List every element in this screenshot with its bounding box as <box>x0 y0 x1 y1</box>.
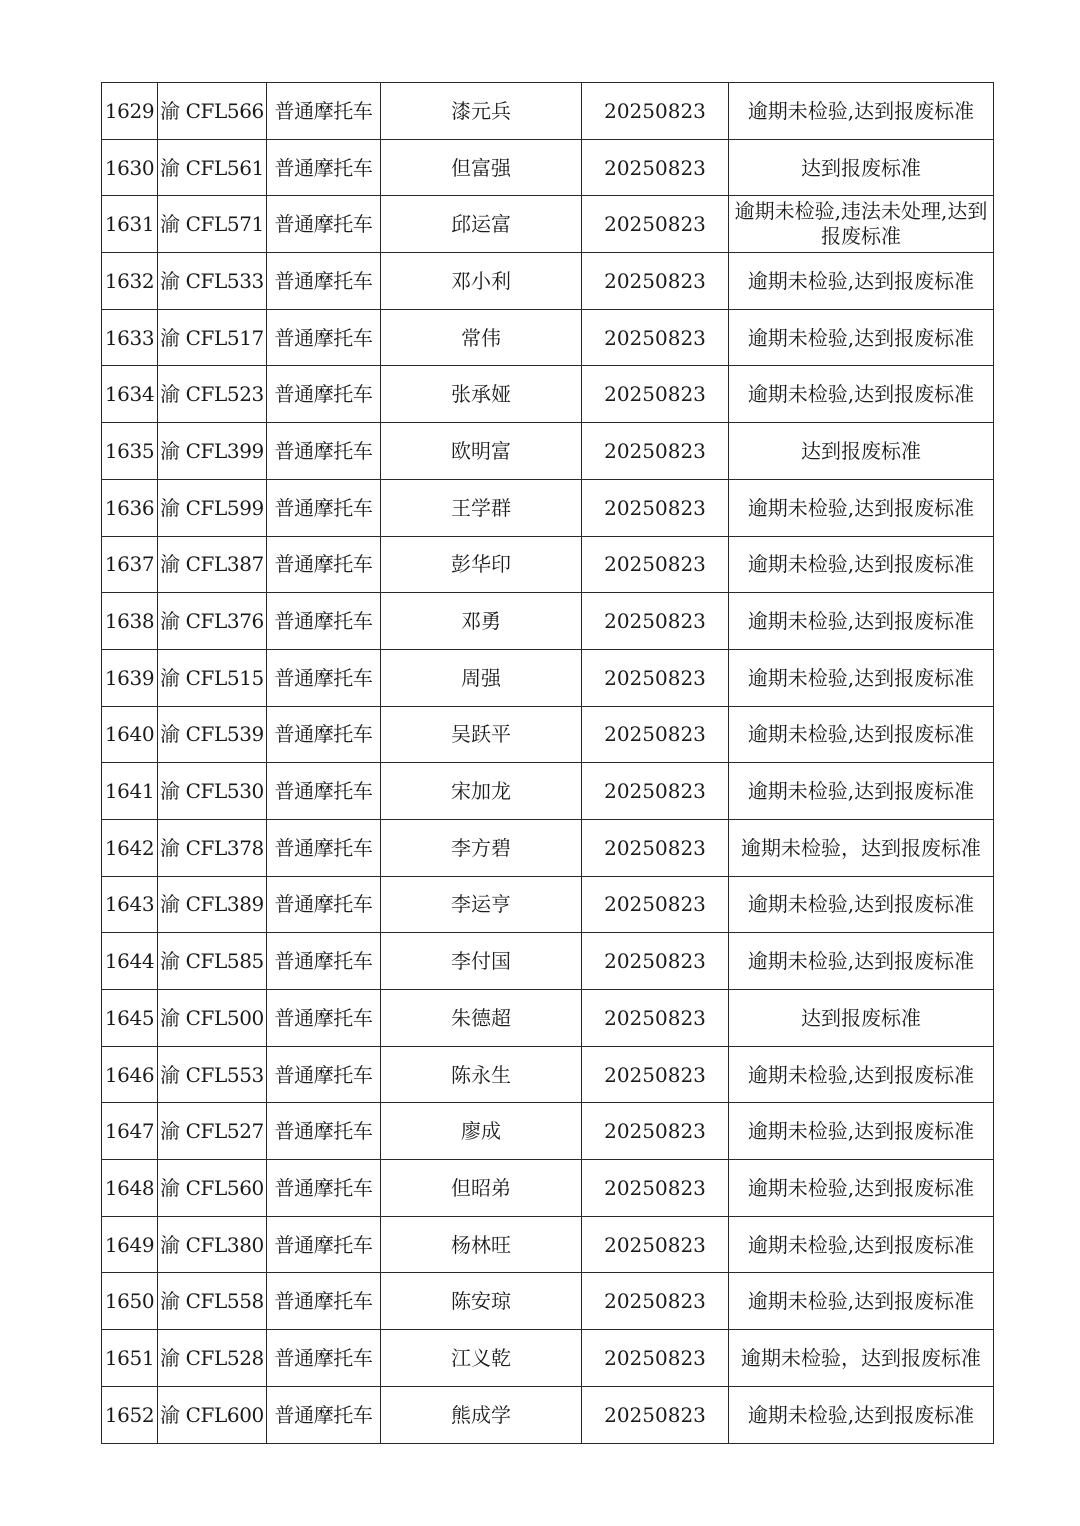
cell-vehicle-type: 普通摩托车 <box>267 1046 381 1103</box>
cell-vehicle-type: 普通摩托车 <box>267 479 381 536</box>
cell-seq-number: 1639 <box>102 649 158 706</box>
cell-date: 20250823 <box>582 196 729 253</box>
cell-plate-number: 渝 CFL399 <box>158 423 267 480</box>
cell-owner-name: 常伟 <box>381 309 582 366</box>
cell-status: 达到报废标准 <box>729 423 994 480</box>
cell-vehicle-type: 普通摩托车 <box>267 1160 381 1217</box>
table-row <box>102 1046 994 1103</box>
cell-vehicle-type: 普通摩托车 <box>267 763 381 820</box>
cell-status: 逾期未检验,达到报废标准 <box>729 706 994 763</box>
cell-plate-number: 渝 CFL387 <box>158 536 267 593</box>
cell-seq-number: 1632 <box>102 253 158 310</box>
table-row <box>102 1330 994 1387</box>
cell-status: 逾期未检验,达到报废标准 <box>729 1046 994 1103</box>
vehicle-table <box>101 82 994 1444</box>
cell-vehicle-type: 普通摩托车 <box>267 1330 381 1387</box>
cell-status: 逾期未检验,达到报废标准 <box>729 479 994 536</box>
cell-status: 逾期未检验,达到报废标准 <box>729 1273 994 1330</box>
cell-owner-name: 李付国 <box>381 933 582 990</box>
table-row <box>102 933 994 990</box>
cell-plate-number: 渝 CFL523 <box>158 366 267 423</box>
cell-vehicle-type: 普通摩托车 <box>267 309 381 366</box>
cell-owner-name: 但昭弟 <box>381 1160 582 1217</box>
cell-vehicle-type: 普通摩托车 <box>267 876 381 933</box>
cell-status: 逾期未检验，达到报废标准 <box>729 819 994 876</box>
cell-vehicle-type: 普通摩托车 <box>267 536 381 593</box>
cell-owner-name: 朱德超 <box>381 990 582 1047</box>
cell-date: 20250823 <box>582 1330 729 1387</box>
cell-owner-name: 吴跃平 <box>381 706 582 763</box>
cell-date: 20250823 <box>582 763 729 820</box>
table-row <box>102 139 994 196</box>
cell-status: 逾期未检验，达到报废标准 <box>729 1330 994 1387</box>
cell-seq-number: 1651 <box>102 1330 158 1387</box>
cell-date: 20250823 <box>582 253 729 310</box>
table-row <box>102 649 994 706</box>
cell-plate-number: 渝 CFL515 <box>158 649 267 706</box>
table-row <box>102 479 994 536</box>
cell-vehicle-type: 普通摩托车 <box>267 933 381 990</box>
cell-owner-name: 廖成 <box>381 1103 582 1160</box>
cell-seq-number: 1647 <box>102 1103 158 1160</box>
cell-owner-name: 陈安琼 <box>381 1273 582 1330</box>
cell-date: 20250823 <box>582 83 729 140</box>
cell-vehicle-type: 普通摩托车 <box>267 1386 381 1443</box>
cell-seq-number: 1629 <box>102 83 158 140</box>
cell-date: 20250823 <box>582 1273 729 1330</box>
cell-date: 20250823 <box>582 933 729 990</box>
cell-status: 达到报废标准 <box>729 139 994 196</box>
cell-owner-name: 杨林旺 <box>381 1216 582 1273</box>
table-row <box>102 366 994 423</box>
cell-status: 逾期未检验,达到报废标准 <box>729 1216 994 1273</box>
cell-seq-number: 1648 <box>102 1160 158 1217</box>
cell-status: 逾期未检验,达到报废标准 <box>729 309 994 366</box>
cell-owner-name: 宋加龙 <box>381 763 582 820</box>
cell-plate-number: 渝 CFL585 <box>158 933 267 990</box>
cell-vehicle-type: 普通摩托车 <box>267 83 381 140</box>
cell-plate-number: 渝 CFL599 <box>158 479 267 536</box>
table-row <box>102 1386 994 1443</box>
cell-date: 20250823 <box>582 366 729 423</box>
cell-owner-name: 彭华印 <box>381 536 582 593</box>
cell-owner-name: 李运亨 <box>381 876 582 933</box>
cell-owner-name: 陈永生 <box>381 1046 582 1103</box>
cell-plate-number: 渝 CFL600 <box>158 1386 267 1443</box>
cell-plate-number: 渝 CFL527 <box>158 1103 267 1160</box>
cell-plate-number: 渝 CFL517 <box>158 309 267 366</box>
cell-date: 20250823 <box>582 706 729 763</box>
cell-status: 逾期未检验,达到报废标准 <box>729 1160 994 1217</box>
cell-status: 逾期未检验,达到报废标准 <box>729 536 994 593</box>
cell-plate-number: 渝 CFL378 <box>158 819 267 876</box>
cell-seq-number: 1637 <box>102 536 158 593</box>
cell-owner-name: 邓小利 <box>381 253 582 310</box>
cell-status: 逾期未检验,达到报废标准 <box>729 1386 994 1443</box>
cell-owner-name: 欧明富 <box>381 423 582 480</box>
cell-seq-number: 1638 <box>102 593 158 650</box>
cell-vehicle-type: 普通摩托车 <box>267 706 381 763</box>
cell-status: 逾期未检验,达到报废标准 <box>729 763 994 820</box>
table-row <box>102 536 994 593</box>
cell-vehicle-type: 普通摩托车 <box>267 1103 381 1160</box>
cell-plate-number: 渝 CFL561 <box>158 139 267 196</box>
cell-status: 逾期未检验,达到报废标准 <box>729 253 994 310</box>
cell-plate-number: 渝 CFL376 <box>158 593 267 650</box>
cell-plate-number: 渝 CFL571 <box>158 196 267 253</box>
cell-owner-name: 熊成学 <box>381 1386 582 1443</box>
table-row <box>102 1273 994 1330</box>
table-row <box>102 763 994 820</box>
cell-vehicle-type: 普通摩托车 <box>267 139 381 196</box>
cell-owner-name: 邓勇 <box>381 593 582 650</box>
cell-seq-number: 1645 <box>102 990 158 1047</box>
vehicle-table-body <box>102 83 994 1444</box>
table-row <box>102 1216 994 1273</box>
cell-plate-number: 渝 CFL560 <box>158 1160 267 1217</box>
cell-seq-number: 1631 <box>102 196 158 253</box>
cell-vehicle-type: 普通摩托车 <box>267 423 381 480</box>
cell-seq-number: 1650 <box>102 1273 158 1330</box>
cell-seq-number: 1646 <box>102 1046 158 1103</box>
cell-status: 逾期未检验,违法未处理,达到报废标准 <box>729 196 994 253</box>
cell-plate-number: 渝 CFL528 <box>158 1330 267 1387</box>
cell-plate-number: 渝 CFL553 <box>158 1046 267 1103</box>
cell-date: 20250823 <box>582 1386 729 1443</box>
cell-status: 逾期未检验,达到报废标准 <box>729 366 994 423</box>
cell-vehicle-type: 普通摩托车 <box>267 253 381 310</box>
cell-owner-name: 李方碧 <box>381 819 582 876</box>
cell-date: 20250823 <box>582 1103 729 1160</box>
cell-seq-number: 1644 <box>102 933 158 990</box>
table-row <box>102 706 994 763</box>
cell-date: 20250823 <box>582 1046 729 1103</box>
table-row <box>102 819 994 876</box>
table-row <box>102 990 994 1047</box>
table-row <box>102 309 994 366</box>
cell-plate-number: 渝 CFL558 <box>158 1273 267 1330</box>
cell-date: 20250823 <box>582 1160 729 1217</box>
cell-seq-number: 1640 <box>102 706 158 763</box>
cell-date: 20250823 <box>582 990 729 1047</box>
cell-date: 20250823 <box>582 139 729 196</box>
cell-vehicle-type: 普通摩托车 <box>267 196 381 253</box>
cell-vehicle-type: 普通摩托车 <box>267 593 381 650</box>
cell-owner-name: 王学群 <box>381 479 582 536</box>
cell-vehicle-type: 普通摩托车 <box>267 990 381 1047</box>
cell-owner-name: 张承娅 <box>381 366 582 423</box>
cell-vehicle-type: 普通摩托车 <box>267 1216 381 1273</box>
cell-vehicle-type: 普通摩托车 <box>267 649 381 706</box>
cell-status: 逾期未检验,达到报废标准 <box>729 876 994 933</box>
cell-date: 20250823 <box>582 819 729 876</box>
cell-vehicle-type: 普通摩托车 <box>267 366 381 423</box>
cell-seq-number: 1652 <box>102 1386 158 1443</box>
cell-plate-number: 渝 CFL389 <box>158 876 267 933</box>
cell-date: 20250823 <box>582 309 729 366</box>
cell-owner-name: 江义乾 <box>381 1330 582 1387</box>
cell-plate-number: 渝 CFL500 <box>158 990 267 1047</box>
cell-plate-number: 渝 CFL380 <box>158 1216 267 1273</box>
cell-status: 逾期未检验,达到报废标准 <box>729 933 994 990</box>
cell-seq-number: 1635 <box>102 423 158 480</box>
cell-seq-number: 1643 <box>102 876 158 933</box>
cell-date: 20250823 <box>582 1216 729 1273</box>
cell-status: 逾期未检验,达到报废标准 <box>729 1103 994 1160</box>
cell-plate-number: 渝 CFL530 <box>158 763 267 820</box>
table-row <box>102 1160 994 1217</box>
table-row <box>102 196 994 253</box>
cell-date: 20250823 <box>582 423 729 480</box>
cell-owner-name: 但富强 <box>381 139 582 196</box>
table-row <box>102 83 994 140</box>
cell-seq-number: 1636 <box>102 479 158 536</box>
cell-vehicle-type: 普通摩托车 <box>267 819 381 876</box>
cell-date: 20250823 <box>582 536 729 593</box>
table-row <box>102 1103 994 1160</box>
table-row <box>102 253 994 310</box>
cell-owner-name: 周强 <box>381 649 582 706</box>
cell-status: 逾期未检验,达到报废标准 <box>729 83 994 140</box>
cell-seq-number: 1641 <box>102 763 158 820</box>
cell-status: 达到报废标准 <box>729 990 994 1047</box>
cell-date: 20250823 <box>582 649 729 706</box>
cell-vehicle-type: 普通摩托车 <box>267 1273 381 1330</box>
cell-date: 20250823 <box>582 593 729 650</box>
table-row <box>102 593 994 650</box>
cell-plate-number: 渝 CFL566 <box>158 83 267 140</box>
cell-owner-name: 漆元兵 <box>381 83 582 140</box>
cell-plate-number: 渝 CFL533 <box>158 253 267 310</box>
cell-status: 逾期未检验,达到报废标准 <box>729 649 994 706</box>
cell-seq-number: 1642 <box>102 819 158 876</box>
cell-seq-number: 1630 <box>102 139 158 196</box>
vehicle-table-container <box>101 82 991 1444</box>
cell-seq-number: 1633 <box>102 309 158 366</box>
cell-seq-number: 1634 <box>102 366 158 423</box>
table-row <box>102 876 994 933</box>
cell-date: 20250823 <box>582 876 729 933</box>
cell-seq-number: 1649 <box>102 1216 158 1273</box>
cell-plate-number: 渝 CFL539 <box>158 706 267 763</box>
cell-owner-name: 邱运富 <box>381 196 582 253</box>
table-row <box>102 423 994 480</box>
cell-date: 20250823 <box>582 479 729 536</box>
cell-status: 逾期未检验,达到报废标准 <box>729 593 994 650</box>
